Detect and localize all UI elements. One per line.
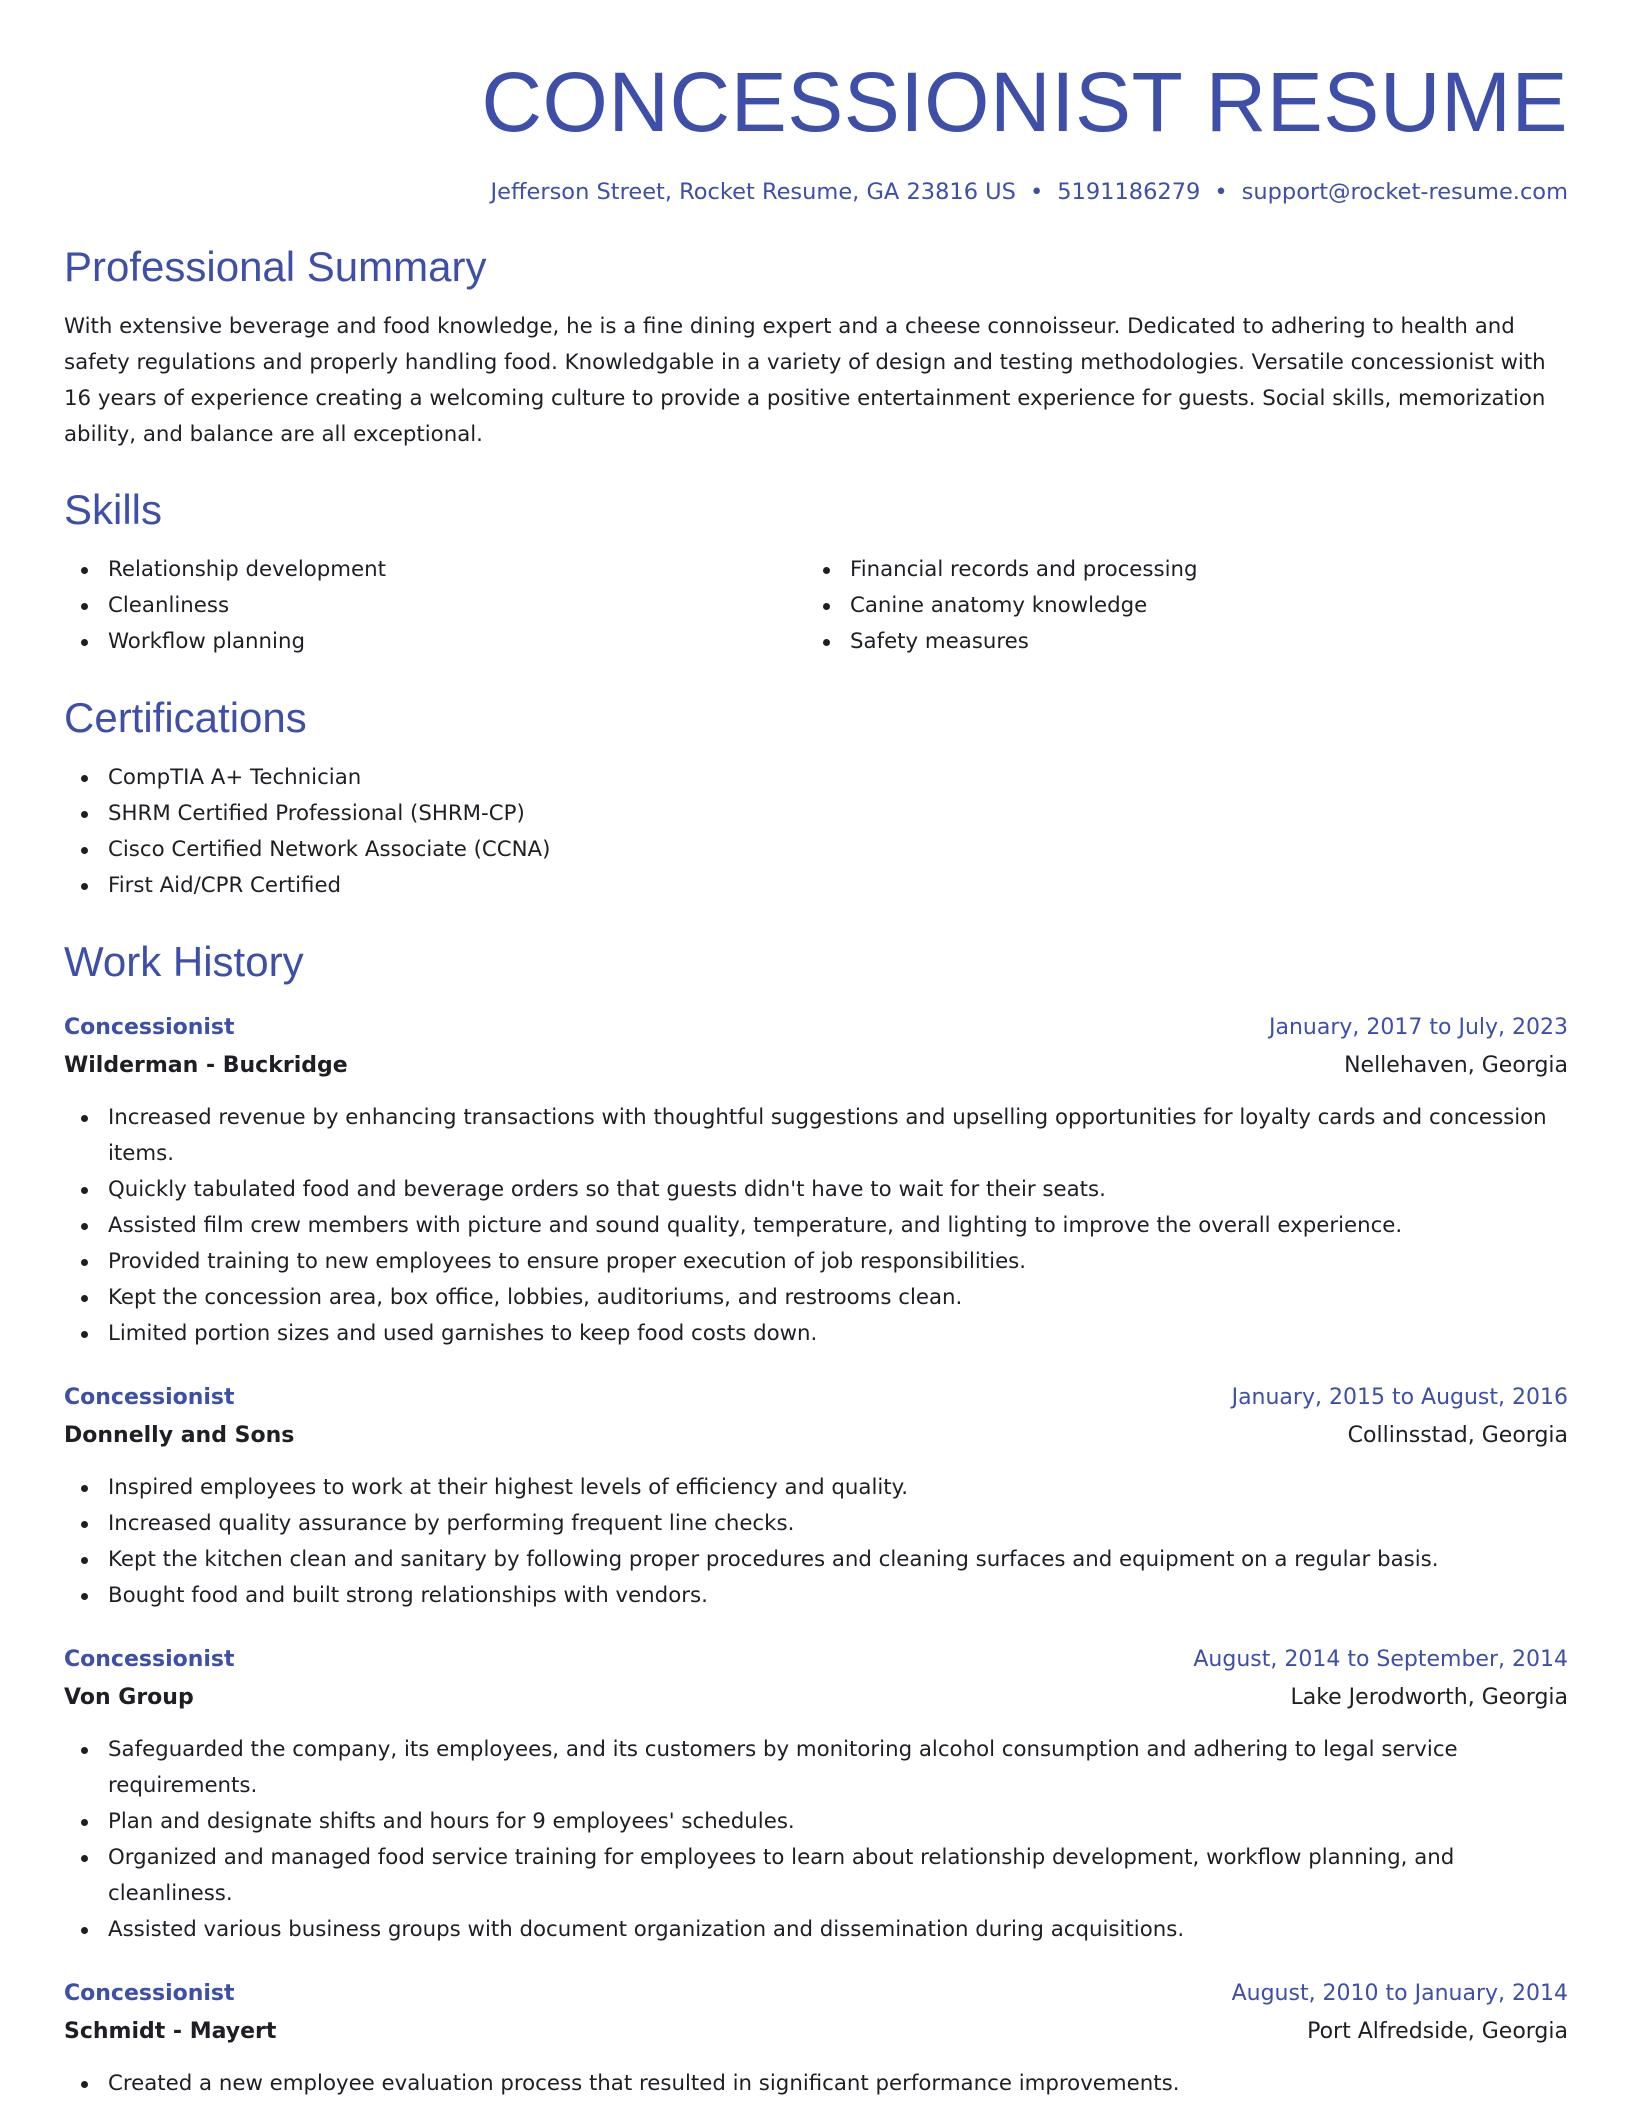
job-header-row [64,1010,1568,1046]
job-entry [64,1380,1568,1614]
skills-list-right [806,552,1548,660]
job-bullet: Increased revenue by enhancing transactions with thoughtful suggestions and upselling opportunities for loyalty cards and concession items. [64,1100,1568,1172]
job-bullet: Limited portion sizes and used garnishes to keep food costs down. [64,1316,1568,1352]
job-entry [64,1010,1568,1352]
job-company: Von Group [64,1685,194,1710]
job-dates: January, 2015 to August, 2016 [1231,1385,1568,1410]
job-entry [64,1976,1568,2102]
contact-line [64,176,1568,208]
job-bullet: Assisted film crew members with picture and sound quality, temperature, and lighting to improve the overall experience. [64,1208,1568,1244]
job-header-row [64,1976,1568,2012]
job-bullet: Inspired employees to work at their highest levels of efficiency and quality. [64,1470,1568,1506]
job-role: Concessionist [64,1015,235,1040]
job-role: Concessionist [64,1981,235,2006]
certification-item: Cisco Certified Network Associate (CCNA) [64,832,1568,868]
job-subheader-row [64,1046,1568,1084]
skill-item: Cleanliness [64,588,806,624]
contact-address: Jefferson Street, Rocket Resume, GA 23816 US [490,179,1016,205]
certifications-heading: Certifications [64,694,307,741]
certification-item: CompTIA A+ Technician [64,760,1568,796]
contact-separator: • [1214,179,1228,205]
skill-item: Safety measures [806,624,1548,660]
job-bullets [64,1100,1568,1352]
job-role: Concessionist [64,1647,235,1672]
job-bullet: Increased quality assurance by performing frequent line checks. [64,1506,1568,1542]
skills-columns [64,552,1568,660]
skills-list-left [64,552,806,660]
job-location: Port Alfredside, Georgia [1307,2019,1568,2044]
job-bullet: Quickly tabulated food and beverage orders so that guests didn't have to wait for their seats. [64,1172,1568,1208]
work-history-section [64,934,1568,2102]
job-dates: August, 2014 to September, 2014 [1193,1647,1568,1672]
job-entry [64,1642,1568,1948]
job-header-row [64,1642,1568,1678]
contact-email: support@rocket-resume.com [1241,179,1568,205]
job-bullet: Created a new employee evaluation process that resulted in significant performance improvements. [64,2066,1568,2102]
skill-item: Relationship development [64,552,806,588]
job-dates: August, 2010 to January, 2014 [1231,1981,1568,2006]
job-bullets [64,2066,1568,2102]
certification-item: First Aid/CPR Certified [64,868,1568,904]
certifications-list [64,760,1568,904]
job-company: Donnelly and Sons [64,1423,295,1448]
skills-heading: Skills [64,486,163,533]
job-bullet: Provided training to new employees to ensure proper execution of job responsibilities. [64,1244,1568,1280]
job-bullet: Organized and managed food service training for employees to learn about relationship development, workflow planning, and cleanliness. [64,1840,1568,1912]
skill-item: Canine anatomy knowledge [806,588,1548,624]
skill-item: Financial records and processing [806,552,1548,588]
summary-heading: Professional Summary [64,243,487,290]
contact-phone: 5191186279 [1057,179,1201,205]
job-header-row [64,1380,1568,1416]
certifications-section [64,690,1568,904]
skill-item: Workflow planning [64,624,806,660]
certification-item: SHRM Certified Professional (SHRM-CP) [64,796,1568,832]
job-company: Schmidt - Mayert [64,2019,277,2044]
job-bullets [64,1732,1568,1948]
job-location: Collinsstad, Georgia [1347,1423,1568,1448]
job-subheader-row [64,1678,1568,1716]
job-dates: January, 2017 to July, 2023 [1269,1015,1568,1040]
resume-title: CONCESSIONIST RESUME [481,55,1568,149]
job-bullets [64,1470,1568,1614]
job-bullet: Plan and designate shifts and hours for 9 employees' schedules. [64,1804,1568,1840]
resume-header [64,52,1568,208]
job-role: Concessionist [64,1385,235,1410]
work-history-heading: Work History [64,938,304,985]
summary-text: With extensive beverage and food knowledge, he is a fine dining expert and a cheese connoisseur. Dedicated to adhering to health and safety regulations and properly handling food. Knowledgable in a variety of design and testing methodologies. Versatile concessionist with 16 years of experience creating a welcoming culture to provide a positive entertainment experience for guests. Social skills, memorization ability, and balance are all exceptional. [64,314,1546,447]
summary-section [64,239,1568,453]
job-bullet: Bought food and built strong relationships with vendors. [64,1578,1568,1614]
contact-separator: • [1029,179,1044,205]
job-location: Lake Jerodworth, Georgia [1290,1685,1568,1710]
job-company: Wilderman - Buckridge [64,1053,348,1078]
job-location: Nellehaven, Georgia [1344,1053,1568,1078]
job-bullet: Safeguarded the company, its employees, and its customers by monitoring alcohol consumption and adhering to legal service requirements. [64,1732,1568,1804]
job-subheader-row [64,1416,1568,1454]
job-subheader-row [64,2012,1568,2050]
job-bullet: Kept the concession area, box office, lobbies, auditoriums, and restrooms clean. [64,1280,1568,1316]
skills-section [64,482,1568,660]
job-bullet: Assisted various business groups with document organization and dissemination during acquisitions. [64,1912,1568,1948]
job-bullet: Kept the kitchen clean and sanitary by following proper procedures and cleaning surfaces and equipment on a regular basis. [64,1542,1568,1578]
